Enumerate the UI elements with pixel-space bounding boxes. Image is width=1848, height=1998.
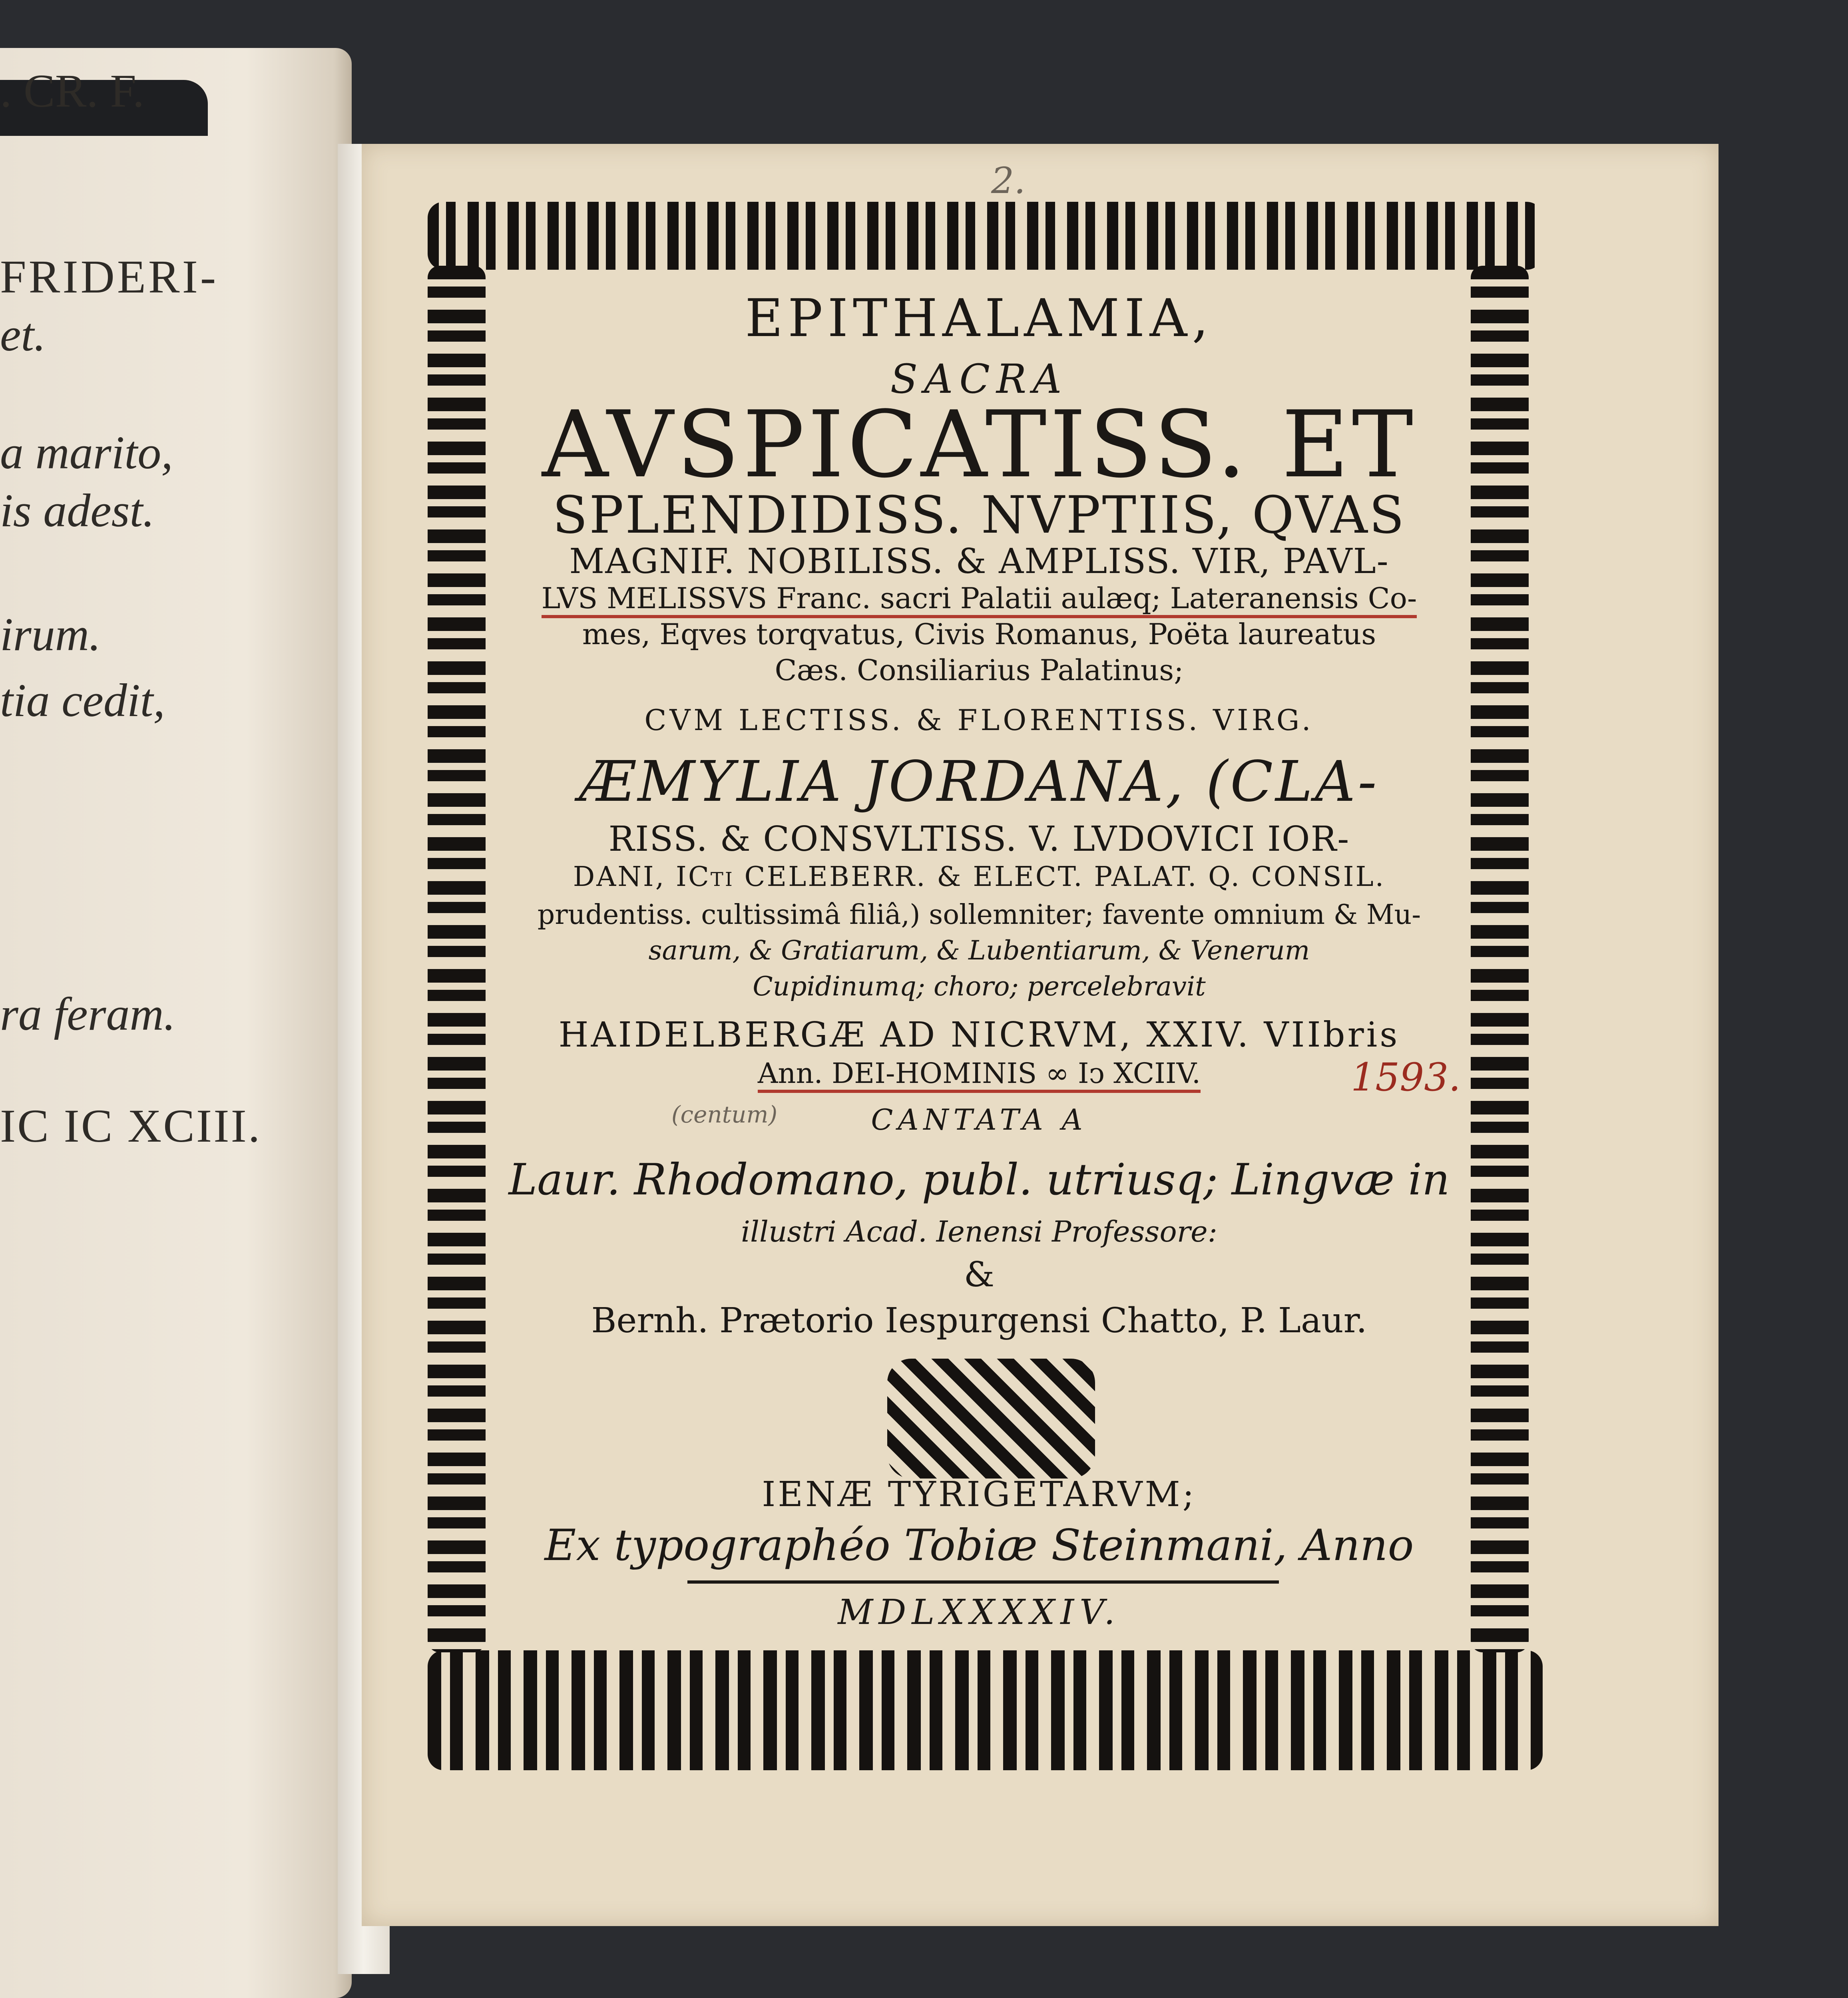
title-clariss: RISS. & CONSVLTISS. V. LVDOVICI IOR-	[608, 819, 1350, 859]
title-prudentiss: prudentiss. cultissimâ filiâ,) sollemniter; favente omnium & Mu-	[537, 899, 1421, 931]
left-line-5: is adest.	[0, 484, 155, 537]
pencil-marginal-note: (centum)	[671, 1101, 778, 1128]
left-line-9: IC IC XCIII.	[0, 1100, 262, 1152]
left-line-8: ra feram.	[0, 988, 176, 1040]
title-splendidiss: SPLENDIDISS. NVPTIIS, QVAS	[552, 486, 1406, 545]
left-line-4: a marito,	[0, 426, 173, 479]
imprint-rule	[687, 1580, 1279, 1584]
title-auspicatiss: AVSPICATISS. ET	[542, 392, 1417, 498]
title-praetorio: Bernh. Prætorio Iespurgensi Chatto, P. Laur.	[591, 1301, 1367, 1341]
printer-ornament	[887, 1359, 1095, 1479]
handwritten-year-note: 1593.	[1351, 1055, 1461, 1100]
left-page	[0, 48, 352, 1998]
left-line-3: et.	[0, 308, 46, 361]
title-cupidinum: Cupidinumq; choro; percelebravit	[753, 971, 1206, 1002]
ornamental-border-right	[1471, 266, 1529, 1652]
left-line-1: . CR. F.	[0, 65, 145, 117]
title-rhodomano: Laur. Rhodomano, publ. utriusq; Lingvæ in	[508, 1155, 1450, 1205]
anno-dei-line: Ann. DEI-HOMINIS ∞ Iↄ XCIIV.	[758, 1057, 1201, 1093]
title-cantata: CANTATA A	[871, 1103, 1087, 1136]
left-line-6: irum.	[0, 608, 101, 661]
left-line-2: FRIDERI-	[0, 251, 219, 303]
title-magnif: MAGNIF. NOBILISS. & AMPLISS. VIR, PAVL-	[569, 541, 1389, 581]
title-paullus-melissus	[492, 581, 1467, 615]
paullus-melissus-line: LVS MELISSVS Franc. sacri Palatii aulæq; Lateranensis Co-	[542, 581, 1417, 618]
left-line-7: tia cedit,	[0, 674, 165, 726]
title-illustri-acad: illustri Acad. Ienensi Professore:	[741, 1215, 1218, 1248]
ornamental-border-bottom	[428, 1650, 1543, 1770]
title-sacra: SACRA	[890, 356, 1068, 402]
title-aemylia-jordana: ÆMYLIA JORDANA, (CLA-	[579, 749, 1379, 814]
ornamental-border-left	[428, 266, 486, 1652]
title-epithalamia: EPITHALAMIA,	[745, 288, 1213, 348]
imprint-typographeo: Ex typographéo Tobiæ Steinmani, Anno	[544, 1520, 1414, 1570]
title-musarum: sarum, & Gratiarum, & Lubentiarum, & Venerum	[648, 935, 1310, 966]
title-anno-dei	[492, 1057, 1467, 1090]
pencil-page-number: 2.	[991, 160, 1026, 202]
imprint-year: MDLXXXXIV.	[838, 1592, 1121, 1632]
title-ampersand: &	[964, 1255, 995, 1295]
imprint-ienae: IENÆ TYRIGETARVM;	[762, 1475, 1197, 1514]
title-dani-icti: DANI, ICti CELEBERR. & ELECT. PALAT. Q. CONSIL.	[573, 861, 1386, 893]
title-haidelbergae: HAIDELBERGÆ AD NICRVM, XXIV. VIIbris	[558, 1015, 1400, 1055]
title-consiliarius: Cæs. Consiliarius Palatinus;	[775, 653, 1184, 687]
title-cum-lectiss: CVM LECTISS. & FLORENTISS. VIRG.	[644, 703, 1314, 737]
ornamental-border-top	[428, 202, 1543, 270]
title-comes: mes, Eqves torqvatus, Civis Romanus, Poëta laureatus	[582, 617, 1376, 651]
